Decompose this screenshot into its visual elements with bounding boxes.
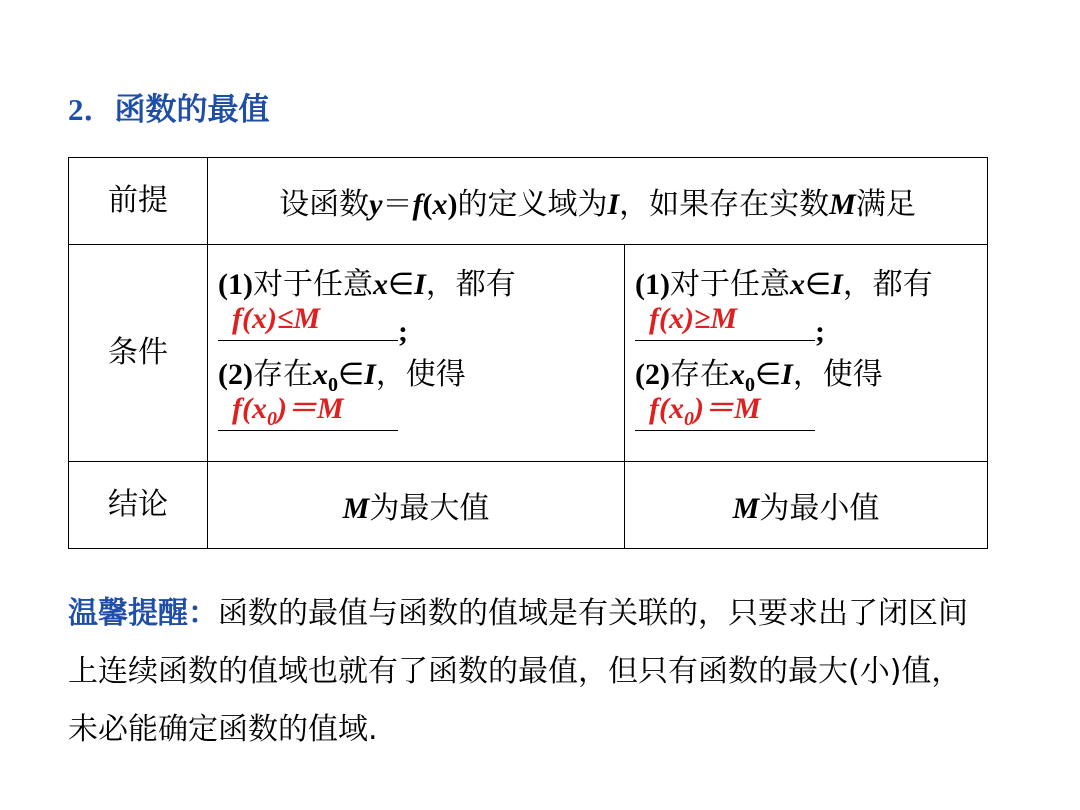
min-answer-1: f(x)≥M [649, 302, 738, 335]
max-cond-line1: (1)对于任意x∈I，都有 [218, 267, 516, 302]
premise-cell: 设函数y＝f(x)的定义域为I，如果存在实数M满足 [208, 158, 988, 245]
section-number: 2． [68, 92, 115, 127]
conclusion-min: M为最小值 [625, 462, 988, 549]
condition-min-cell [625, 245, 988, 462]
min-cond-line1: (1)对于任意x∈I，都有 [635, 267, 933, 302]
min-cond-blank1: f(x)≥M ; [635, 306, 987, 353]
min-cond-blank2 [635, 392, 987, 443]
max-answer-2: $f(x_0)=M$ [232, 392, 344, 430]
premise-text-4: 满足 [855, 187, 916, 222]
tip-paragraph [68, 585, 988, 759]
tip-text: 函数的最值与函数的值域是有关联的，只要求出了闭区间上连续函数的值域也就有了函数的最值，但只有函数的最大(小)值，未必能确定函数的值域. [68, 596, 968, 747]
tip-label: 温馨提醒： [68, 596, 218, 631]
condition-max-cell [208, 245, 625, 462]
conclusion-row [69, 462, 988, 549]
section-heading [68, 84, 270, 129]
extrema-table [68, 157, 988, 549]
premise-text-2: 的定义域为 [457, 187, 608, 222]
min-cond-line2: (2)存在$x_0\in I$，使得 [635, 357, 883, 396]
max-cond-line2: (2)存在$x_0\in I$，使得 [218, 357, 466, 396]
conclusion-max: M为最大值 [208, 462, 625, 549]
section-title: 函数的最值 [114, 92, 270, 128]
premise-label: 前提 [69, 158, 208, 245]
condition-row [69, 245, 988, 462]
max-cond-blank1: f(x)≤M ; [218, 306, 624, 353]
max-answer-1: f(x)≤M [232, 302, 321, 335]
conclusion-label: 结论 [69, 462, 208, 549]
premise-text-3: ，如果存在实数 [619, 187, 830, 222]
premise-row [69, 158, 988, 245]
condition-label: 条件 [69, 245, 208, 462]
premise-text-1: 设函数 [279, 187, 370, 222]
min-answer-2: $f(x_0)=M$ [649, 392, 761, 430]
max-cond-blank2 [218, 392, 624, 443]
